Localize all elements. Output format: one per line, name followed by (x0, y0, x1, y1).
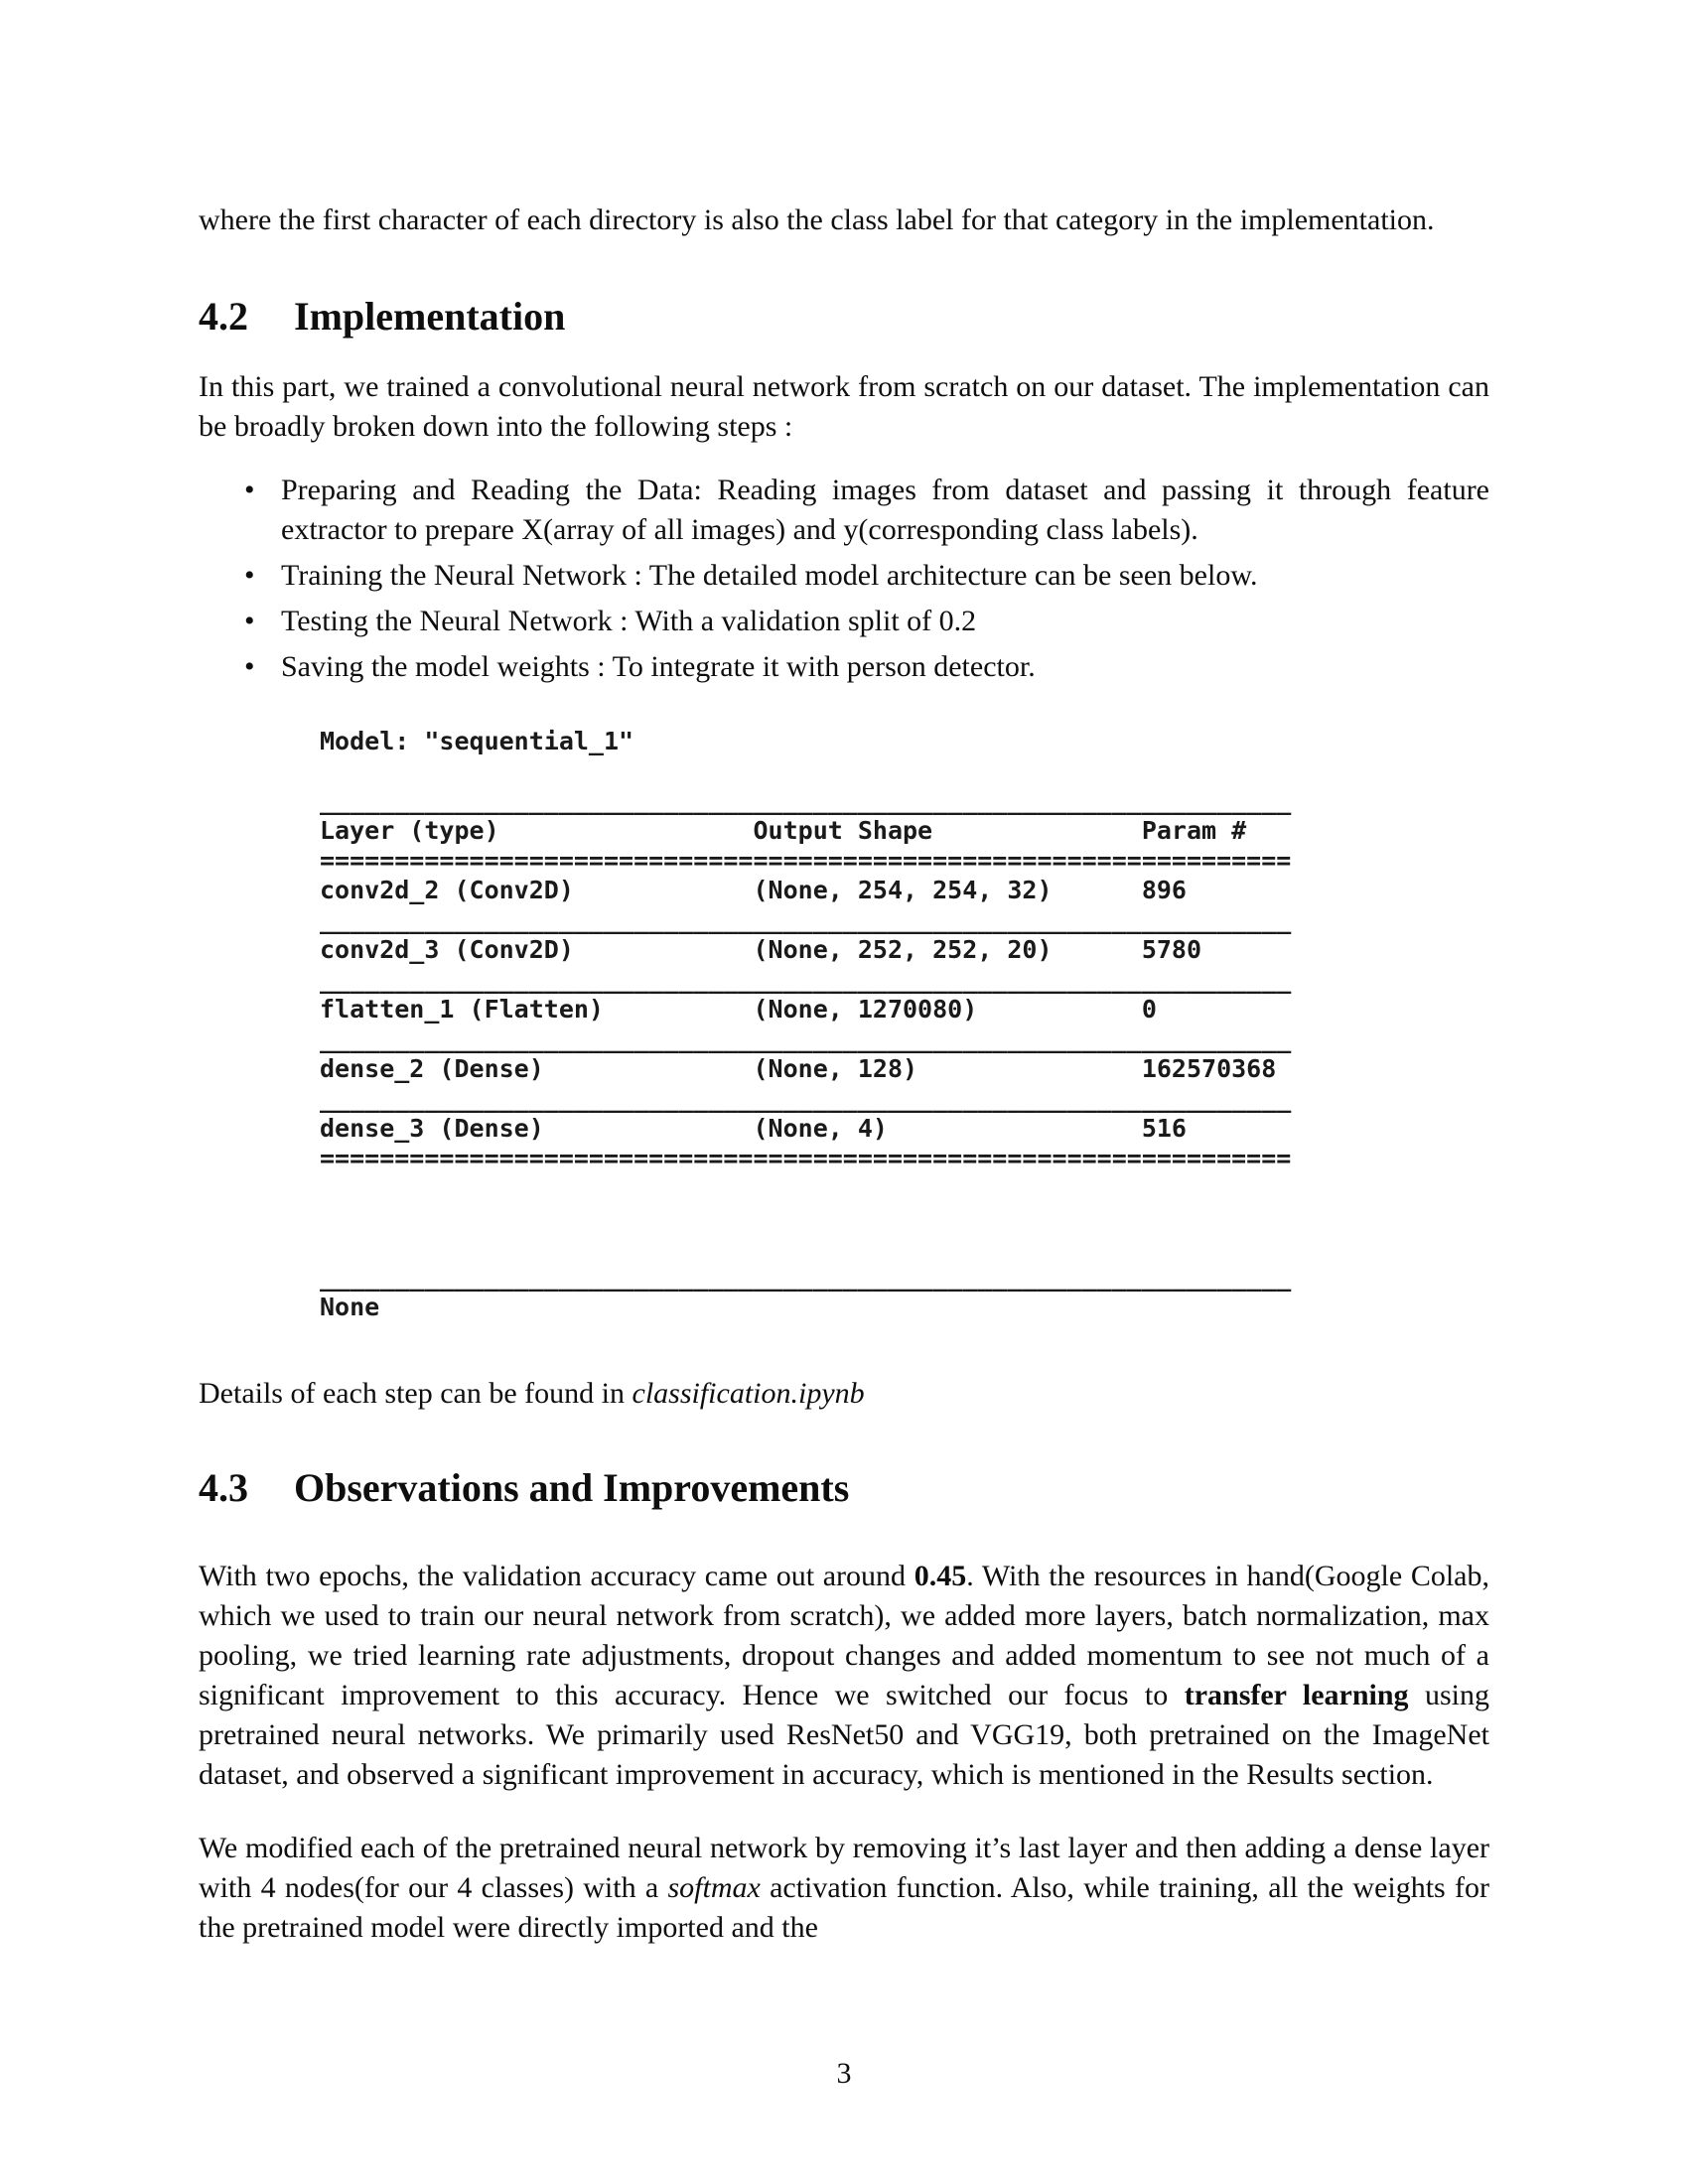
section-number: 4.2 (199, 294, 248, 339)
summary-footer: None (320, 1293, 380, 1321)
summary-totals (320, 1173, 1489, 1263)
row-rule: _________________________________________________________________ (320, 965, 1292, 994)
totals-line (320, 1203, 1489, 1233)
section-heading-observations (199, 1463, 1489, 1513)
observations-paragraph-1: With two epochs, the validation accuracy came out around 0.45. With the resources in hand(Google Colab, which we used to train our neural network from scratch), we added more layers, batch normalization, max pooling, we tried learning rate adjustments, dropout changes and added momentum to see not much of a significant improvement to this accuracy. Hence we switched our focus to transfer learning using pretrained neural networks. We primarily used ResNet50 and VGG19, both pretrained on the ImageNet dataset, and observed a significant improvement in accuracy, which is mentioned in the Results section. (199, 1560, 1490, 1791)
list-item (244, 471, 1489, 550)
row-rule: ================================================================= (320, 1144, 1292, 1172)
cell-layer: flatten_1 (Flatten) (320, 995, 604, 1024)
list-item (244, 602, 1489, 641)
blank-line (320, 756, 1489, 786)
cell-output-shape: (None, 252, 252, 20) (753, 935, 1053, 964)
cell-param: 5780 (1141, 935, 1202, 964)
model-summary-output (320, 727, 1489, 1322)
table-row (320, 935, 1489, 995)
table-row (320, 1054, 1489, 1114)
details-note: Details of each step can be found in classification.ipynb (199, 1377, 865, 1410)
summary-header-row (320, 816, 1489, 846)
list-item (244, 556, 1489, 596)
cell-output-shape: (None, 1270080) (753, 995, 978, 1024)
list-item-text: Saving the model weights : To integrate it with person detector. (281, 650, 1036, 683)
cell-layer: conv2d_2 (Conv2D) (320, 876, 574, 904)
row-rule: _________________________________________________________________ (320, 905, 1292, 934)
totals-line (320, 1233, 1489, 1263)
layer-row-values (320, 876, 1489, 905)
rule-top: _________________________________________________________________ (320, 786, 1292, 815)
table-row (320, 1114, 1489, 1173)
totals-line (320, 1173, 1489, 1203)
table-row (320, 995, 1489, 1054)
model-title-line: Model: "sequential_1" (320, 727, 634, 755)
cell-param: 0 (1141, 995, 1157, 1024)
row-rule: _________________________________________________________________ (320, 1024, 1292, 1053)
observations-paragraph-2: We modified each of the pretrained neural network by removing it’s last layer and then adding a dense layer with 4 nodes(for our 4 classes) with a softmax activation function. Also, while training, all the weights for the pretrained model were directly imported and the (199, 1832, 1489, 1944)
cell-output-shape: (None, 4) (753, 1114, 888, 1143)
section-title: Implementation (294, 294, 566, 339)
double-rule-top: ================================================================= (320, 846, 1292, 875)
bullet-icon: • (244, 650, 255, 683)
bullet-icon: • (244, 605, 255, 637)
summary-rows (320, 876, 1489, 1173)
cell-layer: conv2d_3 (Conv2D) (320, 935, 574, 964)
section-number: 4.3 (199, 1465, 248, 1510)
list-item-text: Preparing and Reading the Data: Reading images from dataset and passing it through feature extractor to prepare X(array of all images) and y(corresponding class labels). (281, 474, 1489, 546)
column-header-param: Param # (1141, 816, 1247, 845)
row-rule: _________________________________________________________________ (320, 1084, 1292, 1113)
bullet-icon: • (244, 474, 255, 506)
layer-row-values (320, 935, 1489, 965)
cell-layer: dense_3 (Dense) (320, 1114, 544, 1143)
cell-param: 162570368 (1141, 1054, 1277, 1083)
layer-row-values (320, 1114, 1489, 1144)
section-title: Observations and Improvements (294, 1465, 850, 1510)
list-item-text: Training the Neural Network : The detailed model architecture can be seen below. (281, 559, 1258, 592)
intro-paragraph: where the first character of each directory is also the class label for that category in the implementation. (199, 204, 1435, 236)
cell-param: 516 (1141, 1114, 1187, 1143)
layer-row-values (320, 995, 1489, 1024)
list-item (244, 647, 1489, 687)
page-number: 3 (836, 2057, 852, 2090)
rule-bottom: _________________________________________________________________ (320, 1263, 1292, 1292)
implementation-steps-list (199, 471, 1489, 687)
section-heading-implementation (199, 292, 1489, 341)
cell-param: 896 (1141, 876, 1187, 904)
cell-layer: dense_2 (Dense) (320, 1054, 544, 1083)
list-item-text: Testing the Neural Network : With a validation split of 0.2 (281, 605, 977, 637)
column-header-layer: Layer (type) (320, 816, 499, 845)
column-header-output-shape: Output Shape (753, 816, 933, 845)
cell-output-shape: (None, 254, 254, 32) (753, 876, 1053, 904)
layer-row-values (320, 1054, 1489, 1084)
bullet-icon: • (244, 559, 255, 592)
cell-output-shape: (None, 128) (753, 1054, 918, 1083)
table-row (320, 876, 1489, 935)
implementation-intro-paragraph: In this part, we trained a convolutional neural network from scratch on our dataset. The implementation can be broadly broken down into the following steps : (199, 370, 1489, 443)
